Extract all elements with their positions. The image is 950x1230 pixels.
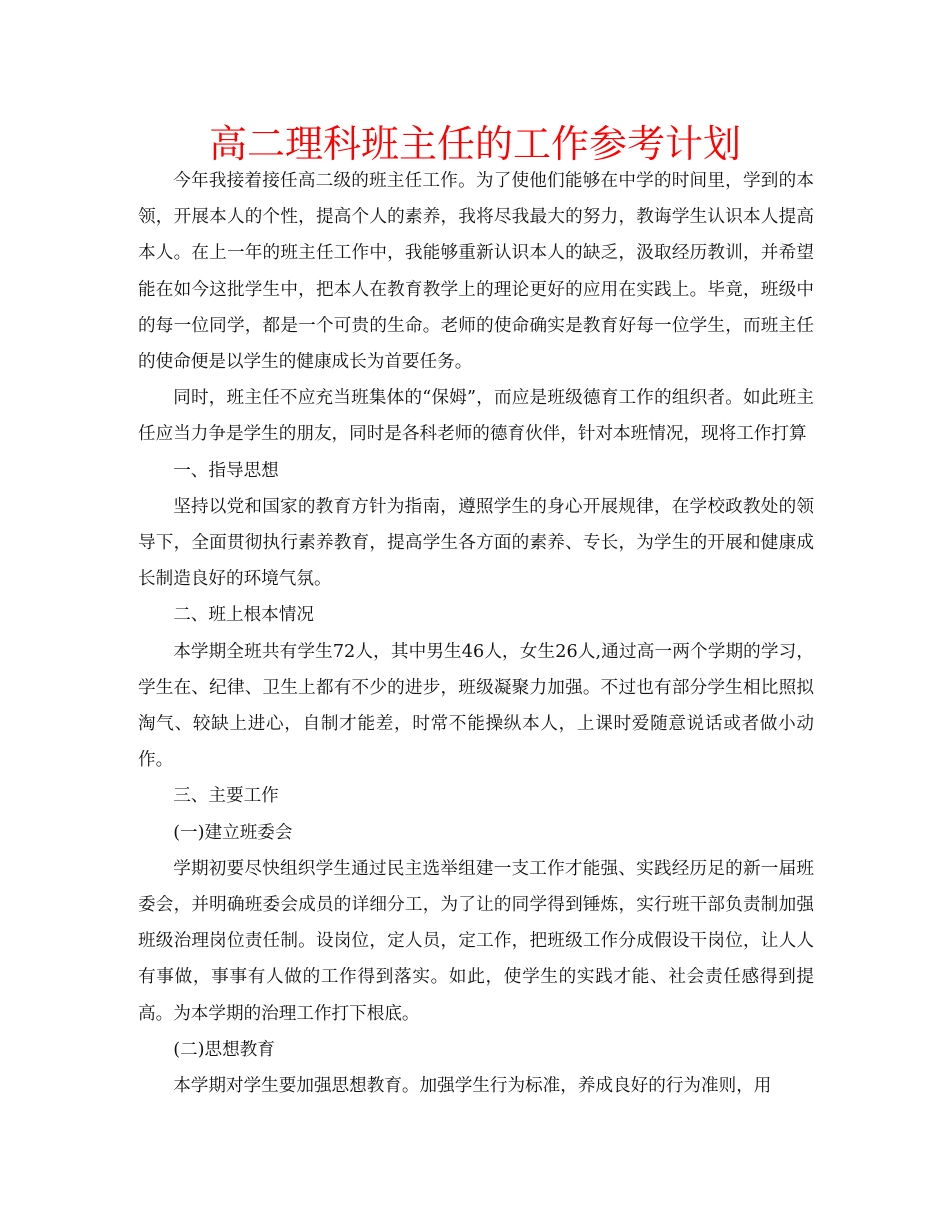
heading-main-work: 三、主要工作 xyxy=(173,786,279,807)
paragraph-class-committee: 学期初要尽快组织学生通过民主选举组建一支工作才能强、实践经历足的新一届班委会，并明确班委会成员的详细分工，为了让的同学得到锤炼，实行班干部负责制加强班级治理岗位责任制。设岗位，定人员，定工作，把班级工作分成假设干岗位，让人人有事做，事事有人做的工作得到落实。如此，使学生的实践才能、社会责任感得到提高。为本学期的治理工作打下根底。 xyxy=(138,858,814,1024)
document-title: 高二理科班主任的工作参考计划 xyxy=(208,122,741,166)
paragraph-intro: 今年我接着接任高二级的班主任工作。为了使他们能够在中学的时间里，学到的本领，开展本人的个性，提高个人的素养，我将尽我最大的努力，教诲学生认识本人提高本人。在上一年的班主任工作中，我能够重新认识本人的缺乏，汲取经历教训，并希望能在如今这批学生中，把本人在教育教学上的理论更好的应用在实践上。毕竟，班级中的每一位同学，都是一个可贵的生命。老师的使命确实是教育好每一位学生，而班主任的使命便是以学生的健康成长为首要任务。 xyxy=(138,171,814,373)
paragraph-guiding-ideology: 坚持以党和国家的教育方针为指南，遵照学生的身心开展规律，在学校政教处的领导下，全面贯彻执行素养教育，提高学生各方面的素养、专长，为学生的开展和健康成长制造良好的环境气氛。 xyxy=(138,496,814,590)
paragraph-class-situation: 本学期全班共有学生72人，其中男生46人，女生26人,通过高一两个学期的学习，学生在、纪律、卫生上都有不少的进步，班级凝聚力加强。不过也有部分学生相比照拟淘气、较缺上进心，自制才能差，时常不能操纵本人，上课时爱随意说话或者做小动作。 xyxy=(138,641,814,771)
paragraph-ideological-education: 本学期对学生要加强思想教育。加强学生行为标准，养成良好的行为准则，用 xyxy=(173,1076,772,1097)
heading-guiding-ideology: 一、指导思想 xyxy=(173,460,279,481)
document-body xyxy=(138,163,814,1104)
subheading-ideological-education: (二)思想教育 xyxy=(173,1039,275,1060)
subheading-class-committee: (一)建立班委会 xyxy=(173,822,293,843)
heading-class-situation: 二、班上根本情况 xyxy=(173,605,314,626)
paragraph-role: 同时，班主任不应充当班集体的“保姆”，而应是班级德育工作的组织者。如此班主任应当力争是学生的朋友，同时是各科老师的德育伙伴，针对本班情况，现将工作打算 xyxy=(138,388,814,445)
